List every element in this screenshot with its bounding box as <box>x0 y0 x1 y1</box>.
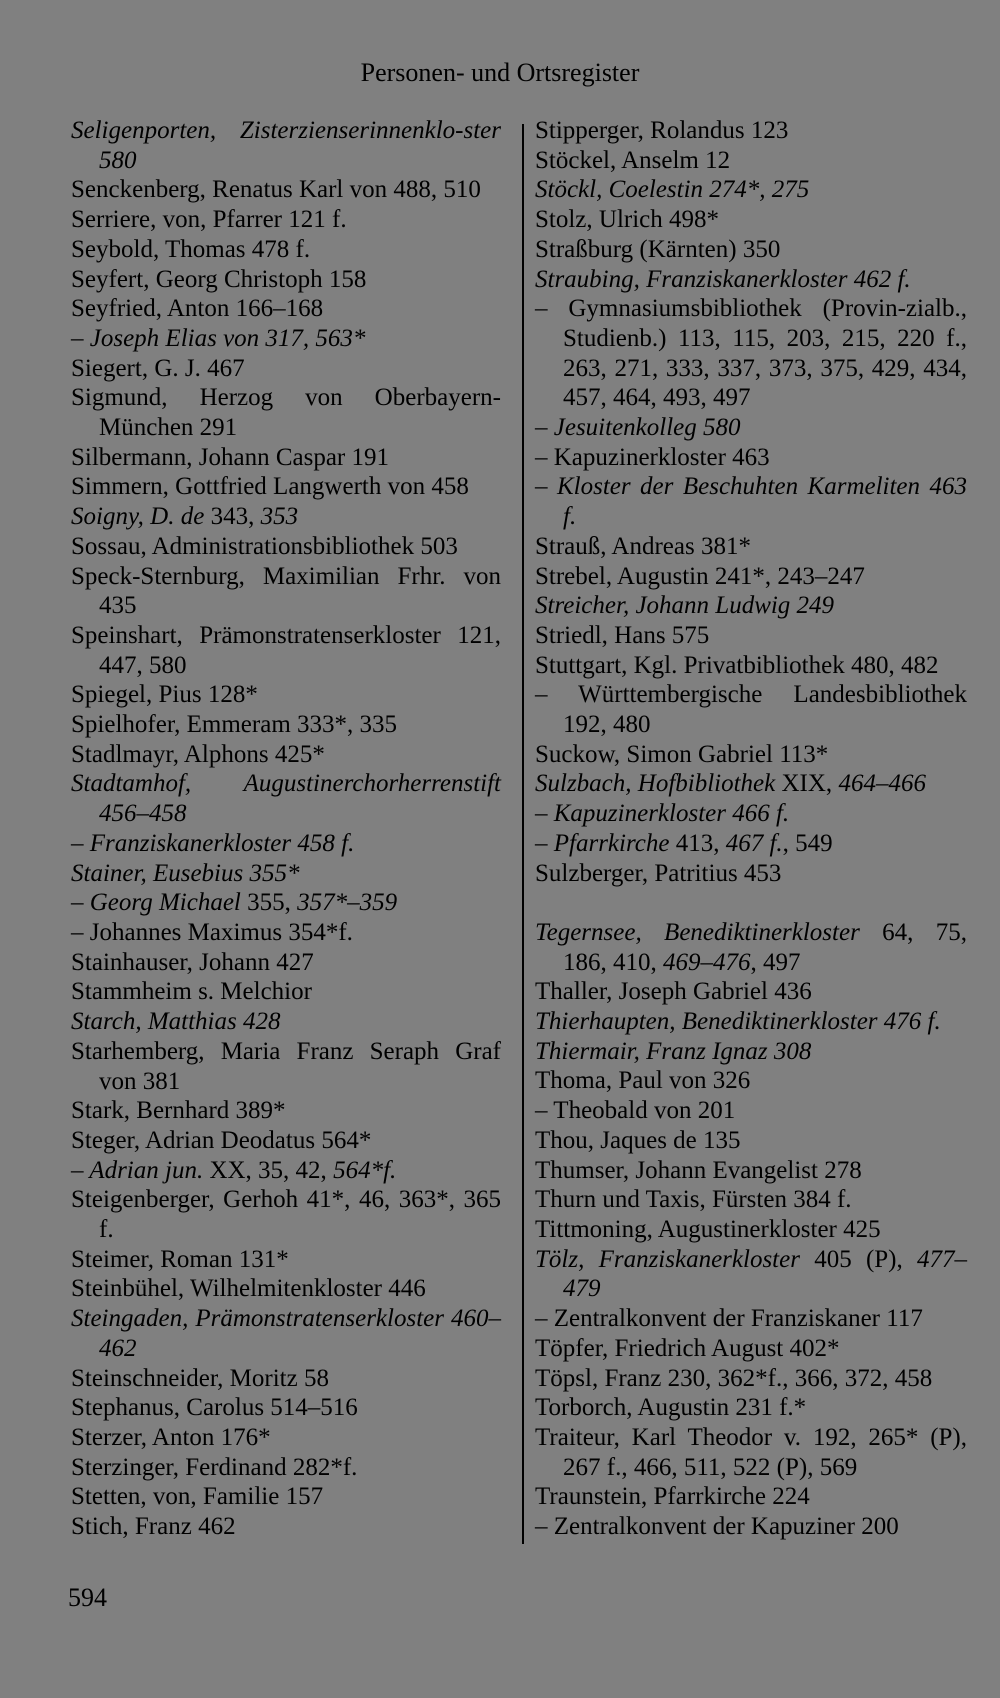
index-entry <box>535 740 967 770</box>
index-entry <box>71 235 501 265</box>
page-number: 594 <box>68 1583 107 1612</box>
entry-text: Steinbühel, Wilhelmitenkloster 446 <box>71 1275 426 1303</box>
entry-text: Sterzinger, Ferdinand 282*f. <box>71 1453 358 1481</box>
entry-text: XIX, <box>775 770 839 798</box>
entry-italic-text: – Adrian jun. <box>71 1156 204 1184</box>
index-entry <box>535 1066 967 1096</box>
entry-text: Seybold, Thomas 478 f. <box>71 235 311 263</box>
index-entry <box>535 1393 967 1423</box>
index-entry <box>535 977 967 1007</box>
index-entry <box>535 1215 967 1245</box>
entry-italic-text: 564*f. <box>333 1156 397 1184</box>
index-entry <box>71 532 501 562</box>
index-entry <box>71 621 501 680</box>
entry-italic-text: 464–466 <box>838 770 926 798</box>
index-entry <box>535 829 967 859</box>
entry-text: Striedl, Hans 575 <box>535 621 710 649</box>
entry-text: Silbermann, Johann Caspar 191 <box>71 443 390 471</box>
index-entry <box>535 859 967 889</box>
index-entry <box>535 294 967 413</box>
entry-italic-text: Straubing, Franziskanerkloster 462 f. <box>535 265 911 293</box>
entry-text: Stich, Franz 462 <box>71 1513 236 1541</box>
entry-text: Thumser, Johann Evangelist 278 <box>535 1156 862 1184</box>
index-entry <box>71 1364 501 1394</box>
entry-text: Stöckel, Anselm 12 <box>535 146 731 174</box>
index-entry <box>535 1304 967 1334</box>
entry-italic-text: Sulzbach, Hofbibliothek <box>535 770 776 798</box>
entry-italic-text: Stainer, Eusebius 355* <box>71 859 300 887</box>
entry-italic-text: 477–479 <box>563 1245 967 1303</box>
entry-italic-text: 357*–359 <box>297 889 398 917</box>
index-entry <box>71 977 501 1007</box>
index-entry <box>71 1482 501 1512</box>
entry-text: 64, 75, 186, 410, <box>563 918 967 976</box>
entry-text: 343, <box>204 503 261 531</box>
entry-text: Strauß, Andreas 381* <box>535 532 751 560</box>
entry-text: Thou, Jaques de 135 <box>535 1126 741 1154</box>
index-column-left <box>71 116 501 1542</box>
entry-text: Seyfert, Georg Christoph 158 <box>71 265 367 293</box>
index-entry <box>71 205 501 235</box>
entry-text: Steinschneider, Moritz 58 <box>71 1364 329 1392</box>
entry-text: , 497 <box>750 948 801 976</box>
entry-text: – Zentralkonvent der Franziskaner 117 <box>535 1305 923 1333</box>
entry-text: Steimer, Roman 131* <box>71 1245 289 1273</box>
entry-italic-text: Steingaden, Prämonstratenserkloster 460–462 <box>71 1305 501 1362</box>
entry-italic-text: Tegernsee, Benediktinerkloster <box>535 918 860 946</box>
index-entry <box>535 265 967 295</box>
letter-section-gap <box>535 888 967 918</box>
index-entry <box>535 918 967 977</box>
index-entry <box>71 1037 501 1096</box>
entry-text: Stetten, von, Familie 157 <box>71 1483 324 1511</box>
entry-text: Starhemberg, Maria Franz Seraph Graf von 381 <box>71 1037 501 1095</box>
entry-italic-text: – Franziskanerkloster 458 f. <box>71 829 355 857</box>
index-entry <box>535 443 967 473</box>
index-entry <box>535 532 967 562</box>
index-entry <box>71 1245 501 1275</box>
index-entry <box>71 443 501 473</box>
entry-text: Thoma, Paul von 326 <box>535 1067 751 1095</box>
index-entry <box>535 621 967 651</box>
entry-text: Simmern, Gottfried Langwerth von 458 <box>71 473 469 501</box>
entry-text: Thurn und Taxis, Fürsten 384 f. <box>535 1186 852 1214</box>
entry-text: Stammheim s. Melchior <box>71 978 312 1006</box>
index-entry <box>535 1037 967 1067</box>
entry-text: XX, 35, 42, <box>203 1156 334 1184</box>
entry-text: Siegert, G. J. 467 <box>71 354 245 382</box>
index-entry <box>535 769 967 799</box>
entry-text: Serriere, von, Pfarrer 121 f. <box>71 206 347 234</box>
entry-text: Sulzberger, Patritius 453 <box>535 859 782 887</box>
index-entry <box>71 116 501 175</box>
entry-italic-text: Thiermair, Franz Ignaz 308 <box>535 1037 812 1065</box>
index-entry <box>535 1482 967 1512</box>
index-entry <box>535 1364 967 1394</box>
index-entry <box>71 502 501 532</box>
entry-text: Töpfer, Friedrich August 402* <box>535 1334 840 1362</box>
index-entry <box>71 948 501 978</box>
index-entry <box>535 680 967 739</box>
entry-text: Stolz, Ulrich 498* <box>535 206 720 234</box>
entry-italic-text: – Kapuzinerkloster 466 f. <box>535 800 790 828</box>
index-entry <box>535 1423 967 1482</box>
entry-text: – Württembergische Landesbibliothek 192, 480 <box>535 681 967 739</box>
index-entry <box>71 354 501 384</box>
index-entry <box>71 918 501 948</box>
index-entry <box>71 1274 501 1304</box>
entry-italic-text: 353 <box>260 503 299 531</box>
index-entry <box>535 472 967 531</box>
entry-italic-text: Streicher, Johann Ludwig 249 <box>535 592 835 620</box>
entry-text: Sossau, Administrationsbibliothek 503 <box>71 532 458 560</box>
entry-text: Sigmund, Herzog von Oberbayern-München 291 <box>71 384 501 442</box>
index-entry <box>71 769 501 828</box>
entry-italic-text: Starch, Matthias 428 <box>71 1008 281 1036</box>
entry-text: Stark, Bernhard 389* <box>71 1097 286 1125</box>
entry-italic-text: Thierhaupten, Benediktinerkloster 476 f. <box>535 1008 941 1036</box>
index-entry <box>71 472 501 502</box>
entry-italic-text: – Pfarrkirche <box>535 829 670 857</box>
entry-italic-text: – Jesuitenkolleg 580 <box>535 414 741 442</box>
column-divider <box>522 124 524 1544</box>
entry-text: Tittmoning, Augustinerkloster 425 <box>535 1216 881 1243</box>
index-entry <box>535 1096 967 1126</box>
index-entry <box>71 1185 501 1244</box>
entry-text: Torborch, Augustin 231 f.* <box>535 1394 807 1422</box>
index-entry <box>71 1126 501 1156</box>
index-entry <box>535 1156 967 1186</box>
index-entry <box>535 205 967 235</box>
entry-text: – Gymnasiumsbibliothek (Provin-zialb., Studienb.) 113, 115, 203, 215, 220 f., 263, 271, 333, 337, 373, 375, 429, 434, 457, 464, 493, 497 <box>535 295 967 412</box>
entry-italic-text: – Kloster der Beschuhten Karmeliten 463 f. <box>535 473 967 531</box>
index-entry <box>535 235 967 265</box>
index-entry <box>535 799 967 829</box>
entry-text: Speinshart, Prämonstratenserkloster 121, 447, 580 <box>71 621 501 679</box>
index-entry <box>71 1423 501 1453</box>
index-entry <box>71 680 501 710</box>
entry-text: Traiteur, Karl Theodor v. 192, 265* (P), 267 f., 466, 511, 522 (P), 569 <box>535 1423 967 1481</box>
entry-text: Stipperger, Rolandus 123 <box>535 117 789 144</box>
index-entry <box>71 859 501 889</box>
index-entry <box>71 324 501 354</box>
entry-text: Thaller, Joseph Gabriel 436 <box>535 978 812 1006</box>
index-entry <box>535 1245 967 1304</box>
index-entry <box>535 1007 967 1037</box>
entry-text: Stuttgart, Kgl. Privatbibliothek 480, 482 <box>535 651 939 679</box>
index-entry <box>71 294 501 324</box>
index-entry <box>535 562 967 592</box>
entry-italic-text: 469–476 <box>663 948 751 976</box>
entry-italic-text: – Georg Michael <box>71 889 241 917</box>
index-entry <box>535 1512 967 1542</box>
entry-text: Traunstein, Pfarrkirche 224 <box>535 1483 810 1511</box>
entry-text: Strebel, Augustin 241*, 243–247 <box>535 562 865 590</box>
index-entry <box>71 383 501 442</box>
index-entry <box>535 116 967 146</box>
entry-italic-text: Stöckl, Coelestin 274*, 275 <box>535 176 810 204</box>
entry-text: – Zentralkonvent der Kapuziner 200 <box>535 1513 899 1541</box>
index-entry <box>535 1185 967 1215</box>
entry-text: Spielhofer, Emmeram 333*, 335 <box>71 711 398 739</box>
index-column-right <box>535 116 967 1542</box>
index-entry <box>71 265 501 295</box>
entry-italic-text: Seligenporten, Zisterzienserinnenklo-ster 580 <box>71 117 501 174</box>
index-entry <box>71 888 501 918</box>
index-entry <box>71 1512 501 1542</box>
index-entry <box>71 175 501 205</box>
index-entry <box>71 1393 501 1423</box>
entry-text: 413, <box>669 829 726 857</box>
entry-text: – Theobald von 201 <box>535 1097 736 1125</box>
index-entry <box>535 591 967 621</box>
entry-text: 355, <box>240 889 298 917</box>
entry-text: Sterzer, Anton 176* <box>71 1423 271 1451</box>
entry-text: Speck-Sternburg, Maximilian Frhr. von 435 <box>71 562 501 620</box>
entry-italic-text: 467 f. <box>725 829 783 857</box>
entry-italic-text: Tölz, Franziskanerkloster <box>535 1245 800 1273</box>
index-entry <box>71 1453 501 1483</box>
entry-italic-text: – Joseph Elias von 317, 563* <box>71 324 366 352</box>
running-header: Personen- und Ortsregister <box>360 58 640 87</box>
entry-text: 405 (P), <box>799 1245 917 1273</box>
index-entry <box>71 710 501 740</box>
entry-text: Steger, Adrian Deodatus 564* <box>71 1126 372 1154</box>
entry-text: – Johannes Maximus 354*f. <box>71 918 353 946</box>
index-entry <box>535 175 967 205</box>
entry-text: , 549 <box>782 829 833 857</box>
entry-text: Spiegel, Pius 128* <box>71 681 258 709</box>
index-entry <box>535 651 967 681</box>
entry-text: Stephanus, Carolus 514–516 <box>71 1394 358 1422</box>
entry-text: Senckenberg, Renatus Karl von 488, 510 <box>71 176 481 204</box>
index-entry <box>71 1304 501 1363</box>
entry-text: – Kapuzinerkloster 463 <box>535 443 770 471</box>
entry-italic-text: Soigny, D. de <box>71 503 205 531</box>
entry-text: Stadlmayr, Alphons 425* <box>71 740 325 768</box>
entry-text: Suckow, Simon Gabriel 113* <box>535 740 829 768</box>
index-entry <box>535 1334 967 1364</box>
entry-text: Stainhauser, Johann 427 <box>71 948 314 976</box>
index-entry <box>71 562 501 621</box>
index-entry <box>71 1156 501 1186</box>
index-entry <box>71 1096 501 1126</box>
entry-text: Steigenberger, Gerhoh 41*, 46, 363*, 365 f. <box>71 1186 501 1244</box>
index-entry <box>71 740 501 770</box>
entry-text: Töpsl, Franz 230, 362*f., 366, 372, 458 <box>535 1364 933 1392</box>
index-entry <box>535 1126 967 1156</box>
index-entry <box>71 1007 501 1037</box>
entry-text: Seyfried, Anton 166–168 <box>71 295 324 323</box>
entry-text: Straßburg (Kärnten) 350 <box>535 235 781 263</box>
entry-italic-text: Stadtamhof, Augustinerchorherrenstift 456–458 <box>71 770 501 828</box>
index-entry <box>535 413 967 443</box>
index-entry <box>535 146 967 176</box>
index-entry <box>71 829 501 859</box>
